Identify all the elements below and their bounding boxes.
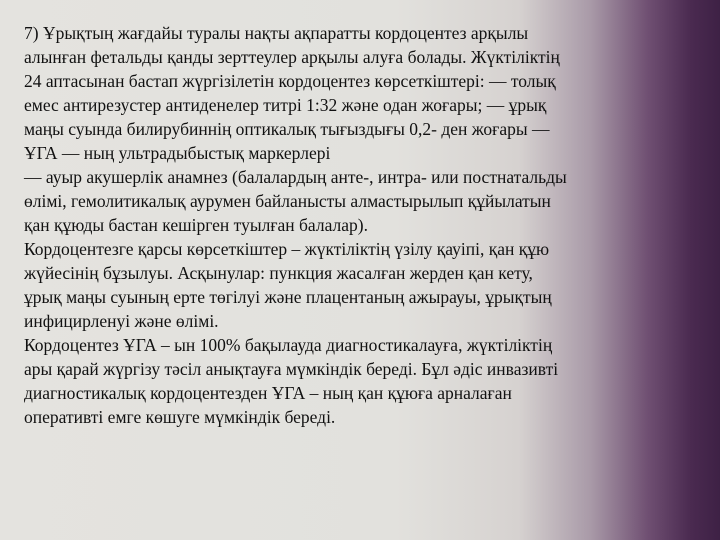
- text-line: емес антирезустер антиденелер титрі 1:32 және одан жоғары; — ұрық: [24, 95, 547, 115]
- text-line: өлімі, гемолитикалық аурумен байланысты алмастырылып құйылатын: [24, 191, 551, 211]
- text-line: ұрық маңы суының ерте төгілуі және плацентаның ажырауы, ұрықтың: [24, 287, 552, 307]
- text-line: инфицирленуі және өлімі.: [24, 311, 219, 331]
- text-line: диагностикалық кордоцентезден ҰГА – ның қан құюға арналаған: [24, 383, 512, 403]
- text-line: алынған фетальды қанды зерттеулер арқылы алуға болады. Жүктіліктің: [24, 47, 560, 67]
- text-line: ҰГА — ның ультрадыбыстық маркерлері: [24, 143, 331, 163]
- text-line: жүйесінің бұзылуы. Асқынулар: пункция жасалған жерден қан кету,: [24, 263, 533, 283]
- text-line: Кордоцентез ҰГА – ын 100% бақылауда диагностикалауға, жүктіліктің: [24, 335, 553, 355]
- text-line: қан құюды бастан кешірген туылған балалар).: [24, 215, 368, 235]
- text-line: 7) Ұрықтың жағдайы туралы нақты ақпаратты кордоцентез арқылы: [24, 23, 529, 43]
- text-line: ары қарай жүргізу тәсіл анықтауға мүмкіндік береді. Бұл әдіс инвазивті: [24, 359, 559, 379]
- text-line: Кордоцентезге қарсы көрсеткіштер – жүктіліктің үзілу қауіпі, қан құю: [24, 239, 550, 259]
- text-line: маңы суында билирубиннің оптикалық тығыздығы 0,2- ден жоғары —: [24, 119, 550, 139]
- slide-body-text: [24, 21, 720, 429]
- text-line: — ауыр акушерлік анамнез (балалардың анте-, интра- или постнатальды: [24, 167, 567, 187]
- text-line: 24 аптасынан бастап жүргізілетін кордоцентез көрсеткіштері: — толық: [24, 71, 556, 91]
- text-line: оперативті емге көшуге мүмкіндік береді.: [24, 407, 336, 427]
